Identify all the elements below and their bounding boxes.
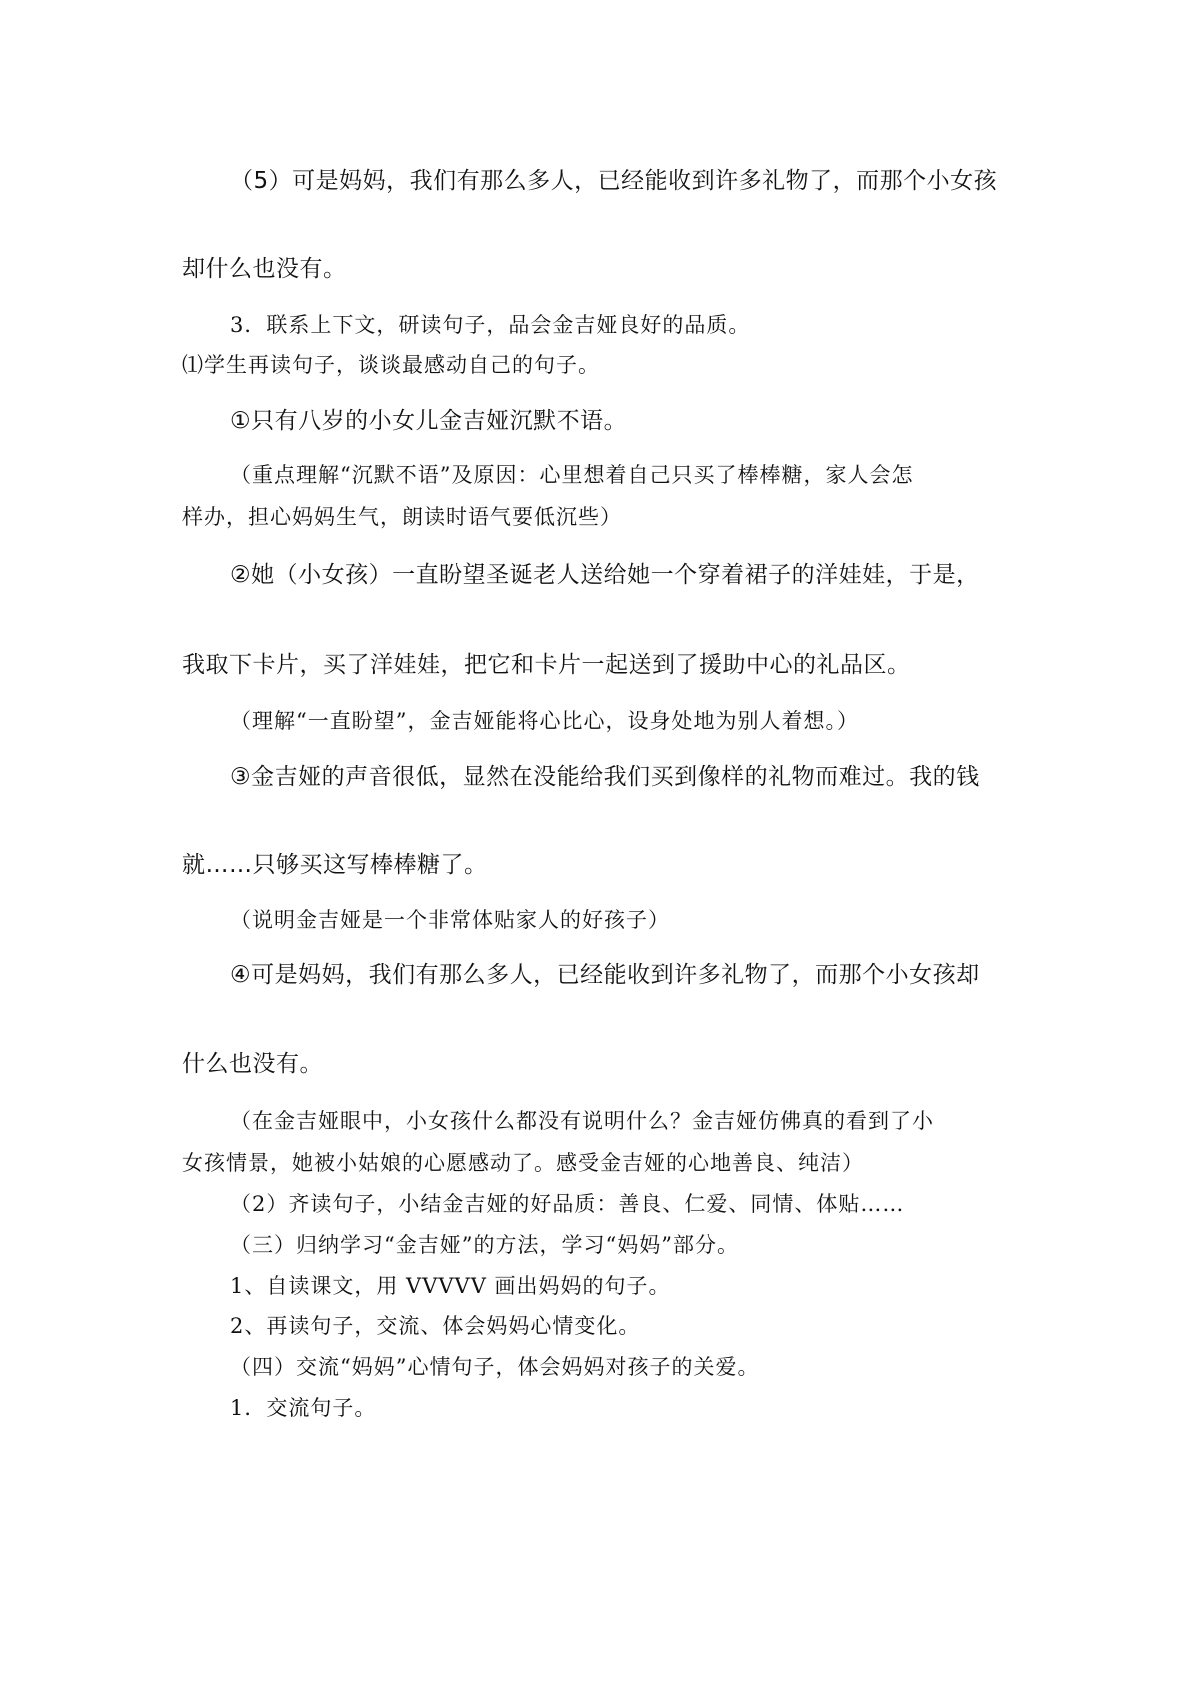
paragraph-line: （2）齐读句子，小结金吉娅的好品质：善良、仁爱、同情、体贴…… xyxy=(230,1192,905,1216)
paragraph-line: ⑴学生再读句子，谈谈最感动自己的句子。 xyxy=(182,353,600,377)
paragraph-line: 却什么也没有。 xyxy=(182,256,347,282)
paragraph-line: 2、再读句子，交流、体会妈妈心情变化。 xyxy=(230,1314,641,1338)
paragraph-line: 3．联系上下文，研读句子，品会金吉娅良好的品质。 xyxy=(230,313,751,337)
paragraph-line: （三）归纳学习“金吉娅”的方法，学习“妈妈”部分。 xyxy=(230,1233,739,1257)
paragraph-line: 1．交流句子。 xyxy=(230,1396,377,1420)
paragraph-line: 什么也没有。 xyxy=(182,1051,323,1077)
paragraph-line: （说明金吉娅是一个非常体贴家人的好孩子） xyxy=(230,908,670,932)
paragraph-line: 就……只够买这写棒棒糖了。 xyxy=(182,852,488,878)
paragraph-line: 1、自读课文，用 VVVVV 画出妈妈的句子。 xyxy=(230,1274,671,1298)
paragraph-line: （5）可是妈妈，我们有那么多人，已经能收到许多礼物了，而那个小女孩 xyxy=(230,168,998,194)
paragraph-line: （在金吉娅眼中，小女孩什么都没有说明什么？金吉娅仿佛真的看到了小 xyxy=(230,1109,934,1133)
paragraph-line: 女孩情景，她被小姑娘的心愿感动了。感受金吉娅的心地善良、纯洁） xyxy=(182,1151,864,1175)
paragraph-line: ①只有八岁的小女儿金吉娅沉默不语。 xyxy=(230,408,628,434)
paragraph-line: 我取下卡片，买了洋娃娃，把它和卡片一起送到了援助中心的礼品区。 xyxy=(182,652,911,678)
paragraph-line: （四）交流“妈妈”心情句子，体会妈妈对孩子的关爱。 xyxy=(230,1355,760,1379)
paragraph-line: ②她（小女孩）一直盼望圣诞老人送给她一个穿着裙子的洋娃娃，于是， xyxy=(230,562,980,588)
paragraph-line: ③金吉娅的声音很低，显然在没能给我们买到像样的礼物而难过。我的钱 xyxy=(230,764,980,790)
paragraph-line: （理解“一直盼望”，金吉娅能将心比心，设身处地为别人着想。） xyxy=(230,709,859,733)
paragraph-line: （重点理解“沉默不语”及原因：心里想着自己只买了棒棒糖，家人会怎 xyxy=(230,463,914,487)
paragraph-line: ④可是妈妈，我们有那么多人，已经能收到许多礼物了，而那个小女孩却 xyxy=(230,962,980,988)
paragraph-line: 样办，担心妈妈生气，朗读时语气要低沉些） xyxy=(182,505,622,529)
